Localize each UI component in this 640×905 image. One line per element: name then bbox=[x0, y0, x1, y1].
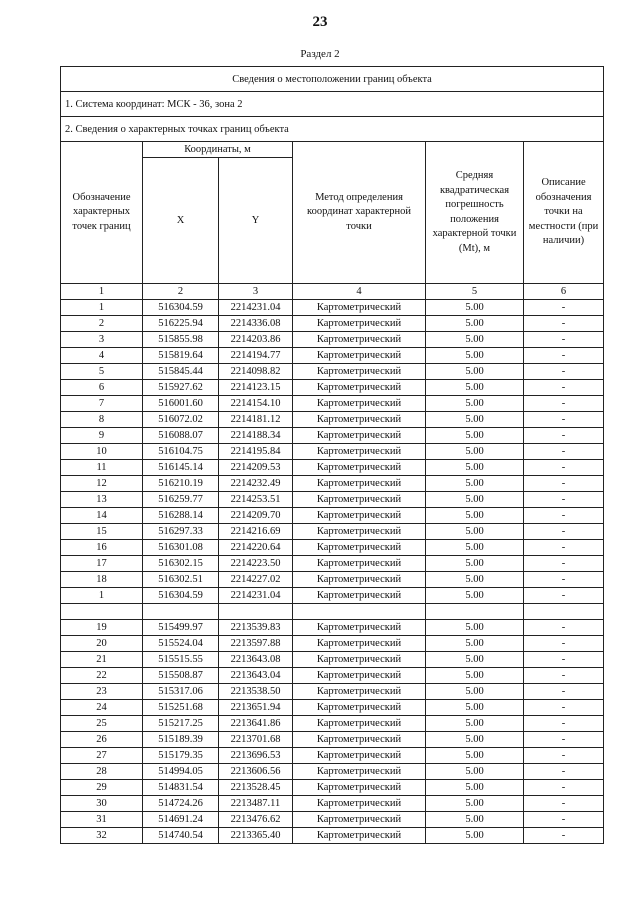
table-row bbox=[61, 652, 604, 668]
table-title: Сведения о местоположении границ объекта bbox=[61, 67, 604, 92]
table-row bbox=[61, 460, 604, 476]
description-cell: - bbox=[524, 348, 604, 364]
y-coordinate-cell: 2213476.62 bbox=[219, 812, 293, 828]
description-cell: - bbox=[524, 508, 604, 524]
y-coordinate-cell: 2214209.53 bbox=[219, 460, 293, 476]
table-row bbox=[61, 796, 604, 812]
y-coordinate-cell: 2213606.56 bbox=[219, 764, 293, 780]
table-row bbox=[61, 700, 604, 716]
accuracy-cell: 5.00 bbox=[426, 620, 524, 636]
header-point-id: Обозначение характерных точек границ bbox=[61, 142, 143, 284]
y-coordinate-cell: 2214181.12 bbox=[219, 412, 293, 428]
description-cell: - bbox=[524, 764, 604, 780]
description-cell: - bbox=[524, 812, 604, 828]
method-cell: Картометрический bbox=[293, 684, 426, 700]
description-cell: - bbox=[524, 732, 604, 748]
description-cell: - bbox=[524, 668, 604, 684]
x-coordinate-cell: 514724.26 bbox=[143, 796, 219, 812]
accuracy-cell: 5.00 bbox=[426, 748, 524, 764]
method-cell: Картометрический bbox=[293, 348, 426, 364]
accuracy-cell: 5.00 bbox=[426, 332, 524, 348]
y-coordinate-cell: 2214253.51 bbox=[219, 492, 293, 508]
method-cell: Картометрический bbox=[293, 716, 426, 732]
accuracy-cell: 5.00 bbox=[426, 556, 524, 572]
table-row bbox=[61, 748, 604, 764]
method-cell: Картометрический bbox=[293, 780, 426, 796]
accuracy-cell: 5.00 bbox=[426, 428, 524, 444]
description-cell: - bbox=[524, 444, 604, 460]
point-number-cell: 3 bbox=[61, 332, 143, 348]
point-number-cell: 13 bbox=[61, 492, 143, 508]
table-row bbox=[61, 364, 604, 380]
y-coordinate-cell: 2214203.86 bbox=[219, 332, 293, 348]
table-row bbox=[61, 812, 604, 828]
description-cell: - bbox=[524, 748, 604, 764]
method-cell: Картометрический bbox=[293, 764, 426, 780]
accuracy-cell: 5.00 bbox=[426, 796, 524, 812]
x-coordinate-cell: 515508.87 bbox=[143, 668, 219, 684]
section-label: Раздел 2 bbox=[300, 48, 340, 60]
accuracy-cell: 5.00 bbox=[426, 396, 524, 412]
point-number-cell: 17 bbox=[61, 556, 143, 572]
method-cell: Картометрический bbox=[293, 812, 426, 828]
table-row bbox=[61, 492, 604, 508]
x-coordinate-cell: 514994.05 bbox=[143, 764, 219, 780]
point-number-cell: 11 bbox=[61, 460, 143, 476]
point-number-cell: 15 bbox=[61, 524, 143, 540]
table-row bbox=[61, 524, 604, 540]
column-number: 4 bbox=[293, 284, 426, 300]
empty-cell bbox=[219, 604, 293, 620]
description-cell: - bbox=[524, 492, 604, 508]
x-coordinate-cell: 516210.19 bbox=[143, 476, 219, 492]
point-number-cell: 1 bbox=[61, 588, 143, 604]
header-y: Y bbox=[219, 158, 293, 284]
table-row bbox=[61, 316, 604, 332]
method-cell: Картометрический bbox=[293, 588, 426, 604]
x-coordinate-cell: 516288.14 bbox=[143, 508, 219, 524]
y-coordinate-cell: 2214232.49 bbox=[219, 476, 293, 492]
point-number-cell: 30 bbox=[61, 796, 143, 812]
accuracy-cell: 5.00 bbox=[426, 412, 524, 428]
table-row bbox=[61, 412, 604, 428]
description-cell: - bbox=[524, 572, 604, 588]
boundary-points-table bbox=[60, 66, 604, 844]
table-row bbox=[61, 588, 604, 604]
method-cell: Картометрический bbox=[293, 572, 426, 588]
y-coordinate-cell: 2213643.04 bbox=[219, 668, 293, 684]
x-coordinate-cell: 516297.33 bbox=[143, 524, 219, 540]
y-coordinate-cell: 2214220.64 bbox=[219, 540, 293, 556]
separator-row bbox=[61, 604, 604, 620]
table-row bbox=[61, 300, 604, 316]
point-number-cell: 22 bbox=[61, 668, 143, 684]
accuracy-cell: 5.00 bbox=[426, 652, 524, 668]
empty-cell bbox=[524, 604, 604, 620]
description-cell: - bbox=[524, 684, 604, 700]
point-number-cell: 2 bbox=[61, 316, 143, 332]
method-cell: Картометрический bbox=[293, 828, 426, 844]
x-coordinate-cell: 515499.97 bbox=[143, 620, 219, 636]
method-cell: Картометрический bbox=[293, 652, 426, 668]
y-coordinate-cell: 2214223.50 bbox=[219, 556, 293, 572]
x-coordinate-cell: 515217.25 bbox=[143, 716, 219, 732]
table-row bbox=[61, 636, 604, 652]
x-coordinate-cell: 515317.06 bbox=[143, 684, 219, 700]
accuracy-cell: 5.00 bbox=[426, 764, 524, 780]
point-number-cell: 20 bbox=[61, 636, 143, 652]
method-cell: Картометрический bbox=[293, 300, 426, 316]
accuracy-cell: 5.00 bbox=[426, 460, 524, 476]
empty-cell bbox=[143, 604, 219, 620]
y-coordinate-cell: 2214154.10 bbox=[219, 396, 293, 412]
x-coordinate-cell: 516304.59 bbox=[143, 300, 219, 316]
header-accuracy: Средняя квадратическая погрешность положения характерной точки (Mt), м bbox=[426, 142, 524, 284]
description-cell: - bbox=[524, 460, 604, 476]
empty-cell bbox=[426, 604, 524, 620]
y-coordinate-cell: 2214188.34 bbox=[219, 428, 293, 444]
accuracy-cell: 5.00 bbox=[426, 524, 524, 540]
x-coordinate-cell: 515251.68 bbox=[143, 700, 219, 716]
x-coordinate-cell: 515189.39 bbox=[143, 732, 219, 748]
y-coordinate-cell: 2213539.83 bbox=[219, 620, 293, 636]
accuracy-cell: 5.00 bbox=[426, 684, 524, 700]
header-coordinates-group: Координаты, м bbox=[143, 142, 293, 158]
accuracy-cell: 5.00 bbox=[426, 476, 524, 492]
method-cell: Картометрический bbox=[293, 412, 426, 428]
accuracy-cell: 5.00 bbox=[426, 572, 524, 588]
x-coordinate-cell: 515819.64 bbox=[143, 348, 219, 364]
description-cell: - bbox=[524, 796, 604, 812]
y-coordinate-cell: 2214231.04 bbox=[219, 588, 293, 604]
table-row bbox=[61, 380, 604, 396]
y-coordinate-cell: 2214195.84 bbox=[219, 444, 293, 460]
description-cell: - bbox=[524, 316, 604, 332]
point-number-cell: 5 bbox=[61, 364, 143, 380]
description-cell: - bbox=[524, 380, 604, 396]
x-coordinate-cell: 516072.02 bbox=[143, 412, 219, 428]
accuracy-cell: 5.00 bbox=[426, 348, 524, 364]
method-cell: Картометрический bbox=[293, 316, 426, 332]
method-cell: Картометрический bbox=[293, 748, 426, 764]
table-row bbox=[61, 508, 604, 524]
y-coordinate-cell: 2213597.88 bbox=[219, 636, 293, 652]
column-number: 3 bbox=[219, 284, 293, 300]
point-number-cell: 7 bbox=[61, 396, 143, 412]
method-cell: Картометрический bbox=[293, 396, 426, 412]
x-coordinate-cell: 514831.54 bbox=[143, 780, 219, 796]
table-row bbox=[61, 444, 604, 460]
empty-cell bbox=[293, 604, 426, 620]
method-cell: Картометрический bbox=[293, 732, 426, 748]
y-coordinate-cell: 2213365.40 bbox=[219, 828, 293, 844]
y-coordinate-cell: 2213696.53 bbox=[219, 748, 293, 764]
description-cell: - bbox=[524, 524, 604, 540]
y-coordinate-cell: 2213528.45 bbox=[219, 780, 293, 796]
description-cell: - bbox=[524, 412, 604, 428]
coordinate-system-line: 1. Система координат: МСК - 36, зона 2 bbox=[61, 92, 604, 117]
x-coordinate-cell: 516302.15 bbox=[143, 556, 219, 572]
x-coordinate-cell: 516104.75 bbox=[143, 444, 219, 460]
point-number-cell: 16 bbox=[61, 540, 143, 556]
table-row bbox=[61, 396, 604, 412]
point-number-cell: 28 bbox=[61, 764, 143, 780]
method-cell: Картометрический bbox=[293, 524, 426, 540]
point-number-cell: 31 bbox=[61, 812, 143, 828]
accuracy-cell: 5.00 bbox=[426, 364, 524, 380]
point-number-cell: 26 bbox=[61, 732, 143, 748]
table-row bbox=[61, 732, 604, 748]
y-coordinate-cell: 2214209.70 bbox=[219, 508, 293, 524]
accuracy-cell: 5.00 bbox=[426, 732, 524, 748]
y-coordinate-cell: 2213641.86 bbox=[219, 716, 293, 732]
method-cell: Картометрический bbox=[293, 620, 426, 636]
point-number-cell: 25 bbox=[61, 716, 143, 732]
x-coordinate-cell: 515179.35 bbox=[143, 748, 219, 764]
method-cell: Картометрический bbox=[293, 796, 426, 812]
table-row bbox=[61, 828, 604, 844]
table-row bbox=[61, 540, 604, 556]
description-cell: - bbox=[524, 300, 604, 316]
description-cell: - bbox=[524, 332, 604, 348]
points-section-line: 2. Сведения о характерных точках границ объекта bbox=[61, 117, 604, 142]
description-cell: - bbox=[524, 556, 604, 572]
y-coordinate-cell: 2213701.68 bbox=[219, 732, 293, 748]
point-number-cell: 8 bbox=[61, 412, 143, 428]
x-coordinate-cell: 515927.62 bbox=[143, 380, 219, 396]
point-number-cell: 21 bbox=[61, 652, 143, 668]
accuracy-cell: 5.00 bbox=[426, 668, 524, 684]
point-number-cell: 12 bbox=[61, 476, 143, 492]
x-coordinate-cell: 516145.14 bbox=[143, 460, 219, 476]
header-description: Описание обозначения точки на местности (при наличии) bbox=[524, 142, 604, 284]
table-row bbox=[61, 668, 604, 684]
method-cell: Картометрический bbox=[293, 332, 426, 348]
accuracy-cell: 5.00 bbox=[426, 588, 524, 604]
method-cell: Картометрический bbox=[293, 428, 426, 444]
accuracy-cell: 5.00 bbox=[426, 540, 524, 556]
accuracy-cell: 5.00 bbox=[426, 828, 524, 844]
x-coordinate-cell: 516225.94 bbox=[143, 316, 219, 332]
accuracy-cell: 5.00 bbox=[426, 444, 524, 460]
accuracy-cell: 5.00 bbox=[426, 700, 524, 716]
point-number-cell: 1 bbox=[61, 300, 143, 316]
x-coordinate-cell: 515524.04 bbox=[143, 636, 219, 652]
y-coordinate-cell: 2214194.77 bbox=[219, 348, 293, 364]
method-cell: Картометрический bbox=[293, 668, 426, 684]
description-cell: - bbox=[524, 588, 604, 604]
method-cell: Картометрический bbox=[293, 700, 426, 716]
column-number: 6 bbox=[524, 284, 604, 300]
description-cell: - bbox=[524, 716, 604, 732]
description-cell: - bbox=[524, 620, 604, 636]
table-row bbox=[61, 684, 604, 700]
column-number: 2 bbox=[143, 284, 219, 300]
table-body bbox=[61, 67, 604, 844]
x-coordinate-cell: 514740.54 bbox=[143, 828, 219, 844]
x-coordinate-cell: 516259.77 bbox=[143, 492, 219, 508]
accuracy-cell: 5.00 bbox=[426, 716, 524, 732]
header-method: Метод определения координат характерной точки bbox=[293, 142, 426, 284]
point-number-cell: 24 bbox=[61, 700, 143, 716]
description-cell: - bbox=[524, 828, 604, 844]
y-coordinate-cell: 2213538.50 bbox=[219, 684, 293, 700]
point-number-cell: 18 bbox=[61, 572, 143, 588]
y-coordinate-cell: 2214227.02 bbox=[219, 572, 293, 588]
x-coordinate-cell: 516001.60 bbox=[143, 396, 219, 412]
table-row bbox=[61, 428, 604, 444]
description-cell: - bbox=[524, 636, 604, 652]
accuracy-cell: 5.00 bbox=[426, 316, 524, 332]
method-cell: Картометрический bbox=[293, 364, 426, 380]
x-coordinate-cell: 515855.98 bbox=[143, 332, 219, 348]
point-number-cell: 32 bbox=[61, 828, 143, 844]
y-coordinate-cell: 2214098.82 bbox=[219, 364, 293, 380]
method-cell: Картометрический bbox=[293, 556, 426, 572]
column-number: 1 bbox=[61, 284, 143, 300]
method-cell: Картометрический bbox=[293, 380, 426, 396]
method-cell: Картометрический bbox=[293, 460, 426, 476]
accuracy-cell: 5.00 bbox=[426, 380, 524, 396]
y-coordinate-cell: 2214123.15 bbox=[219, 380, 293, 396]
x-coordinate-cell: 514691.24 bbox=[143, 812, 219, 828]
y-coordinate-cell: 2213487.11 bbox=[219, 796, 293, 812]
accuracy-cell: 5.00 bbox=[426, 780, 524, 796]
description-cell: - bbox=[524, 540, 604, 556]
accuracy-cell: 5.00 bbox=[426, 636, 524, 652]
method-cell: Картометрический bbox=[293, 476, 426, 492]
x-coordinate-cell: 515845.44 bbox=[143, 364, 219, 380]
column-number: 5 bbox=[426, 284, 524, 300]
table-row bbox=[61, 764, 604, 780]
x-coordinate-cell: 516088.07 bbox=[143, 428, 219, 444]
x-coordinate-cell: 516304.59 bbox=[143, 588, 219, 604]
table-row bbox=[61, 780, 604, 796]
description-cell: - bbox=[524, 396, 604, 412]
accuracy-cell: 5.00 bbox=[426, 492, 524, 508]
y-coordinate-cell: 2213651.94 bbox=[219, 700, 293, 716]
method-cell: Картометрический bbox=[293, 540, 426, 556]
description-cell: - bbox=[524, 364, 604, 380]
method-cell: Картометрический bbox=[293, 492, 426, 508]
table-row bbox=[61, 572, 604, 588]
point-number-cell: 19 bbox=[61, 620, 143, 636]
accuracy-cell: 5.00 bbox=[426, 508, 524, 524]
table-row bbox=[61, 620, 604, 636]
accuracy-cell: 5.00 bbox=[426, 300, 524, 316]
header-x: X bbox=[143, 158, 219, 284]
y-coordinate-cell: 2214336.08 bbox=[219, 316, 293, 332]
method-cell: Картометрический bbox=[293, 636, 426, 652]
point-number-cell: 23 bbox=[61, 684, 143, 700]
accuracy-cell: 5.00 bbox=[426, 812, 524, 828]
x-coordinate-cell: 515515.55 bbox=[143, 652, 219, 668]
x-coordinate-cell: 516301.08 bbox=[143, 540, 219, 556]
point-number-cell: 9 bbox=[61, 428, 143, 444]
point-number-cell: 27 bbox=[61, 748, 143, 764]
description-cell: - bbox=[524, 428, 604, 444]
method-cell: Картометрический bbox=[293, 508, 426, 524]
table-row bbox=[61, 348, 604, 364]
point-number-cell: 29 bbox=[61, 780, 143, 796]
table-row bbox=[61, 556, 604, 572]
description-cell: - bbox=[524, 652, 604, 668]
description-cell: - bbox=[524, 780, 604, 796]
method-cell: Картометрический bbox=[293, 444, 426, 460]
table-row bbox=[61, 476, 604, 492]
y-coordinate-cell: 2214216.69 bbox=[219, 524, 293, 540]
y-coordinate-cell: 2214231.04 bbox=[219, 300, 293, 316]
point-number-cell: 14 bbox=[61, 508, 143, 524]
description-cell: - bbox=[524, 476, 604, 492]
point-number-cell: 4 bbox=[61, 348, 143, 364]
y-coordinate-cell: 2213643.08 bbox=[219, 652, 293, 668]
page-number: 23 bbox=[312, 14, 328, 30]
column-number-row bbox=[61, 284, 604, 300]
point-number-cell: 10 bbox=[61, 444, 143, 460]
empty-cell bbox=[61, 604, 143, 620]
point-number-cell: 6 bbox=[61, 380, 143, 396]
x-coordinate-cell: 516302.51 bbox=[143, 572, 219, 588]
table-row bbox=[61, 716, 604, 732]
table-row bbox=[61, 332, 604, 348]
description-cell: - bbox=[524, 700, 604, 716]
